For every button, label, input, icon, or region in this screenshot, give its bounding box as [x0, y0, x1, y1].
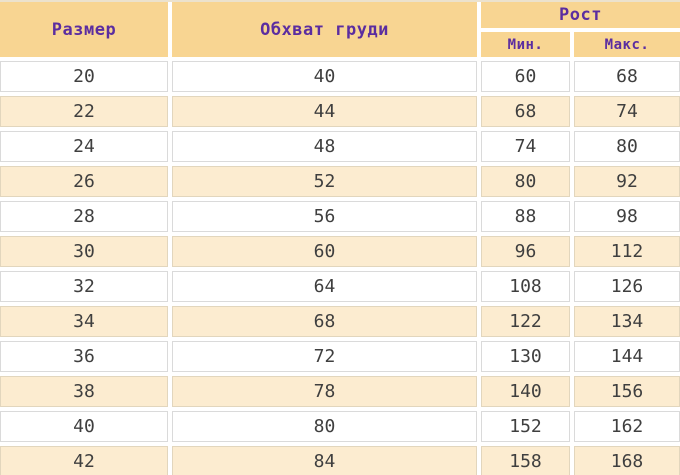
table-cell: 98 [574, 201, 680, 232]
table-cell: 96 [481, 236, 570, 267]
table-cell: 20 [0, 61, 168, 92]
table-cell: 126 [574, 271, 680, 302]
table-cell: 24 [0, 131, 168, 162]
table-cell: 36 [0, 341, 168, 372]
table-cell: 84 [172, 446, 477, 475]
table-cell: 56 [172, 201, 477, 232]
table-cell: 60 [481, 61, 570, 92]
table-cell: 74 [574, 96, 680, 127]
table-cell: 44 [172, 96, 477, 127]
table-cell: 28 [0, 201, 168, 232]
table-cell: 74 [481, 131, 570, 162]
table-cell: 64 [172, 271, 477, 302]
table-cell: 48 [172, 131, 477, 162]
table-cell: 52 [172, 166, 477, 197]
table-cell: 40 [172, 61, 477, 92]
table-cell: 80 [481, 166, 570, 197]
table-cell: 68 [481, 96, 570, 127]
column-header-size: Размер [0, 2, 168, 57]
table-cell: 134 [574, 306, 680, 337]
table-cell: 26 [0, 166, 168, 197]
table-cell: 130 [481, 341, 570, 372]
table-cell: 32 [0, 271, 168, 302]
table-cell: 88 [481, 201, 570, 232]
table-cell: 22 [0, 96, 168, 127]
table-cell: 152 [481, 411, 570, 442]
table-cell: 30 [0, 236, 168, 267]
table-cell: 40 [0, 411, 168, 442]
table-cell: 68 [574, 61, 680, 92]
column-header-height-min: Мин. [481, 32, 570, 57]
table-cell: 108 [481, 271, 570, 302]
table-cell: 38 [0, 376, 168, 407]
table-cell: 168 [574, 446, 680, 475]
column-header-height: Рост [481, 2, 680, 28]
table-cell: 122 [481, 306, 570, 337]
table [0, 2, 680, 475]
table-cell: 162 [574, 411, 680, 442]
column-header-height-max: Макс. [574, 32, 680, 57]
table-cell: 92 [574, 166, 680, 197]
table-cell: 140 [481, 376, 570, 407]
table-cell: 144 [574, 341, 680, 372]
table-cell: 68 [172, 306, 477, 337]
table-cell: 158 [481, 446, 570, 475]
table-cell: 60 [172, 236, 477, 267]
table-cell: 112 [574, 236, 680, 267]
table-cell: 78 [172, 376, 477, 407]
table-cell: 72 [172, 341, 477, 372]
column-header-chest: Обхват груди [172, 2, 477, 57]
table-cell: 42 [0, 446, 168, 475]
table-cell: 80 [574, 131, 680, 162]
table-cell: 156 [574, 376, 680, 407]
table-cell: 34 [0, 306, 168, 337]
table-cell: 80 [172, 411, 477, 442]
